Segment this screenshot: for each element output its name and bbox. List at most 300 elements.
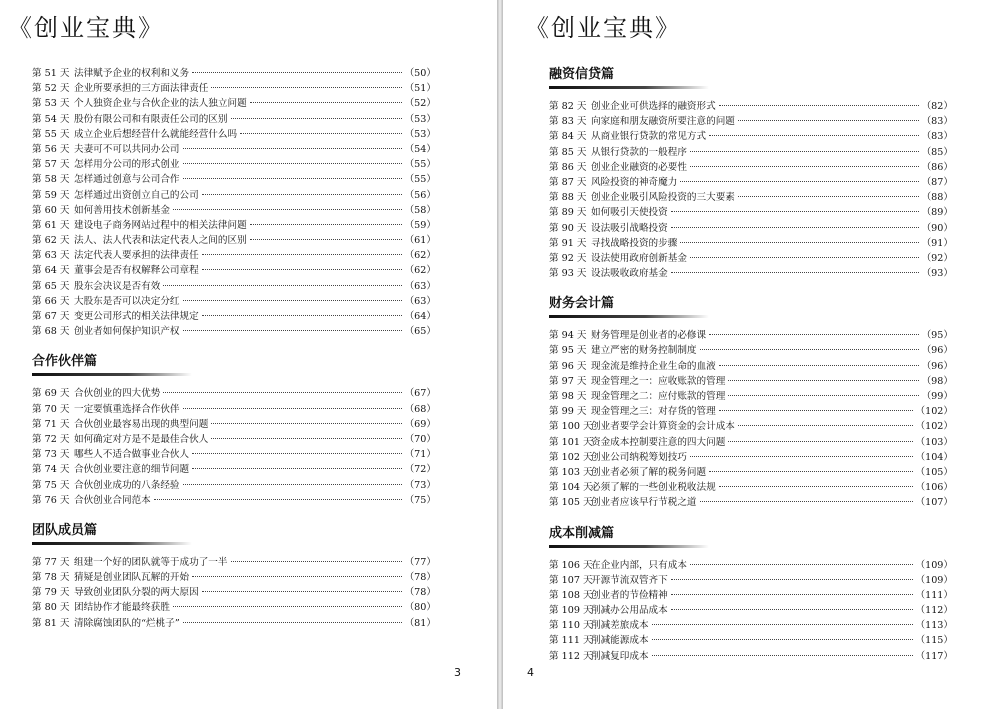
toc-entry (32, 432, 436, 447)
dot-leader (690, 166, 919, 167)
page-number: 3 (454, 666, 461, 679)
entry-title: 创业者如何保护知识产权 (74, 326, 180, 338)
entry-day: 第 63 天 (32, 250, 70, 262)
toc-entry (549, 603, 953, 618)
entry-title: 必须了解的一些创业税收法规 (591, 482, 716, 494)
toc-section (32, 66, 436, 339)
page-number: 4 (527, 666, 534, 679)
dot-leader (183, 484, 402, 485)
entry-title: 合伙创业成功的八条经验 (74, 479, 180, 491)
toc-entry (549, 99, 953, 114)
entry-page: （106） (915, 482, 953, 494)
dot-leader (709, 135, 918, 136)
entry-page: （117） (915, 650, 953, 662)
entry-page: （53） (404, 113, 436, 125)
entry-title: 股东会决议是否有效 (74, 280, 161, 292)
entry-page: （88） (921, 192, 953, 204)
toc-entry (549, 266, 953, 281)
dot-leader (211, 423, 401, 424)
entry-day: 第 110 天 (549, 620, 593, 632)
entry-day: 第 66 天 (32, 295, 70, 307)
entry-title: 削减能源成本 (591, 635, 649, 647)
entry-day: 第 65 天 (32, 280, 70, 292)
entry-page: （90） (921, 222, 953, 234)
section-heading: 团队成员篇 (32, 522, 98, 538)
dot-leader (240, 133, 402, 134)
toc-entry (32, 555, 436, 570)
dot-leader (728, 441, 912, 442)
toc-entry (549, 374, 953, 389)
section-heading: 财务会计篇 (549, 296, 615, 312)
dot-leader (211, 438, 401, 439)
toc-entry (549, 145, 953, 160)
dot-leader (192, 468, 401, 469)
entry-title: 从银行贷款的一般程序 (591, 146, 687, 158)
entry-page: （81） (404, 617, 436, 629)
section-rule (549, 86, 709, 89)
entry-title: 大股东是否可以决定分红 (74, 295, 180, 307)
entry-page: （96） (921, 345, 953, 357)
dot-leader (671, 594, 913, 595)
entry-title: 一定要慎重选择合作伙伴 (74, 403, 180, 415)
entry-title: 创业企业可供选择的融资形式 (591, 101, 716, 112)
dot-leader (183, 163, 402, 164)
entry-day: 第 98 天 (549, 391, 587, 402)
dot-leader (192, 72, 401, 73)
dot-leader (183, 330, 402, 331)
entry-page: （58） (404, 204, 436, 216)
dot-leader (671, 272, 919, 273)
dot-leader (700, 501, 913, 502)
entry-day: 第 82 天 (549, 101, 587, 112)
entry-day: 第 56 天 (32, 143, 70, 155)
entry-day: 第 91 天 (549, 237, 587, 249)
entry-day: 第 52 天 (32, 83, 70, 95)
toc-section (549, 66, 953, 281)
toc-entry (32, 386, 436, 401)
entry-page: （109） (915, 559, 953, 571)
entry-day: 第 99 天 (549, 406, 587, 418)
entry-title: 建设电子商务网站过程中的相关法律问题 (74, 219, 247, 231)
entry-page: （59） (404, 219, 436, 231)
book-title: 《创业宝典》 (525, 14, 681, 42)
dot-leader (680, 181, 918, 182)
entry-day: 第 71 天 (32, 418, 70, 430)
section-heading: 成本削减篇 (549, 525, 615, 541)
entry-day: 第 57 天 (32, 159, 70, 171)
table-of-contents (32, 66, 436, 645)
toc-entry (32, 157, 436, 172)
toc-entry (549, 618, 953, 633)
entry-day: 第 62 天 (32, 235, 70, 247)
dot-leader (192, 576, 401, 577)
dot-leader (250, 239, 402, 240)
toc-section (549, 295, 953, 510)
entry-title: 财务管理是创业者的必修课 (591, 330, 707, 342)
entry-title: 削减复印成本 (591, 650, 649, 662)
toc-entry (32, 402, 436, 417)
toc-entry (549, 175, 953, 190)
entry-title: 风险投资的神奇魔力 (591, 176, 678, 188)
entry-day: 第 74 天 (32, 464, 70, 476)
toc-entry (549, 419, 953, 434)
dot-leader (202, 315, 402, 316)
dot-leader (738, 120, 919, 121)
entry-title: 创业公司纳税筹划技巧 (591, 451, 687, 463)
entry-title: 法人、法人代表和法定代表人之间的区别 (74, 235, 247, 247)
dot-leader (652, 639, 913, 640)
dot-leader (690, 257, 919, 258)
entry-day: 第 51 天 (32, 68, 70, 79)
toc-entry (32, 96, 436, 111)
entry-title: 怎样通过创意与公司合作 (74, 174, 180, 186)
entry-page: （65） (404, 326, 436, 338)
entry-title: 法定代表人要承担的法律责任 (74, 250, 199, 262)
entry-page: （89） (921, 207, 953, 219)
dot-leader (690, 564, 913, 565)
dot-leader (250, 102, 402, 103)
dot-leader (652, 624, 913, 625)
dot-leader (202, 254, 402, 255)
dot-leader (728, 380, 918, 381)
toc-entry (32, 309, 436, 324)
entry-day: 第 70 天 (32, 403, 70, 415)
entry-day: 第 107 天 (549, 574, 593, 586)
entry-day: 第 88 天 (549, 192, 587, 204)
entry-day: 第 73 天 (32, 449, 70, 461)
entry-day: 第 103 天 (549, 466, 593, 478)
entry-day: 第 85 天 (549, 146, 587, 158)
dot-leader (719, 365, 919, 366)
entry-title: 创业者必须了解的税务问题 (591, 466, 707, 478)
dot-leader (671, 211, 919, 212)
entry-title: 削减差旅成本 (591, 620, 649, 632)
entry-page: （93） (921, 268, 953, 280)
entry-title: 创业者的节俭精神 (591, 589, 668, 601)
entry-page: （62） (404, 265, 436, 277)
entry-title: 如何吸引天使投资 (591, 207, 668, 219)
toc-entry (32, 172, 436, 187)
entry-day: 第 97 天 (549, 375, 587, 387)
entry-page: （112） (915, 605, 953, 617)
entry-title: 哪些人不适合做事业合伙人 (74, 449, 190, 461)
dot-leader (719, 486, 913, 487)
dot-leader (690, 456, 913, 457)
entry-title: 成立企业后想经营什么就能经营什么吗 (74, 128, 238, 140)
toc-entry (549, 633, 953, 648)
entry-title: 合伙创业合同范本 (74, 494, 151, 506)
entry-page: （80） (404, 602, 436, 614)
entry-page: （67） (404, 388, 436, 400)
toc-entry (32, 233, 436, 248)
toc-entry (32, 248, 436, 263)
dot-leader (671, 609, 913, 610)
entry-title: 从商业银行贷款的常见方式 (591, 131, 707, 143)
dot-leader (671, 579, 913, 580)
dot-leader (690, 151, 919, 152)
entry-title: 在企业内部，只有成本 (591, 559, 687, 571)
entry-title: 股份有限公司和有限责任公司的区别 (74, 113, 228, 125)
entry-page: （111） (915, 589, 953, 601)
entry-day: 第 79 天 (32, 587, 70, 599)
entry-day: 第 102 天 (549, 451, 593, 463)
entry-page: （63） (404, 280, 436, 292)
entry-day: 第 60 天 (32, 204, 70, 216)
toc-entry (32, 279, 436, 294)
toc-entry (549, 251, 953, 266)
dot-leader (183, 178, 402, 179)
entry-title: 个人独资企业与合伙企业的法人独立问题 (74, 98, 247, 110)
entry-day: 第 87 天 (549, 176, 587, 188)
entry-day: 第 80 天 (32, 602, 70, 614)
toc-entry (549, 495, 953, 510)
toc-entry (32, 570, 436, 585)
entry-title: 猜疑是创业团队瓦解的开始 (74, 572, 190, 584)
entry-title: 削减办公用品成本 (591, 605, 668, 617)
entry-title: 如何确定对方是不是最佳合伙人 (74, 433, 209, 445)
toc-entry (549, 190, 953, 205)
toc-entry (549, 359, 953, 374)
toc-section (549, 525, 953, 664)
toc-entry (32, 585, 436, 600)
entry-page: （92） (921, 252, 953, 264)
entry-title: 怎样通过出资创立自己的公司 (74, 189, 199, 201)
dot-leader (652, 655, 913, 656)
entry-page: （56） (404, 189, 436, 201)
entry-title: 组建一个好的团队就等于成功了一半 (74, 556, 228, 568)
toc-entry (549, 236, 953, 251)
entry-page: （54） (404, 143, 436, 155)
entry-day: 第 105 天 (549, 497, 593, 509)
entry-day: 第 55 天 (32, 128, 70, 140)
entry-day: 第 108 天 (549, 589, 593, 601)
dot-leader (250, 224, 402, 225)
toc-entry (32, 493, 436, 508)
entry-day: 第 100 天 (549, 421, 593, 433)
entry-title: 创业者应该早行节税之道 (591, 497, 697, 509)
entry-page: （99） (921, 391, 953, 402)
entry-page: （103） (915, 436, 953, 448)
dot-leader (709, 334, 918, 335)
entry-title: 寻找战略投资的步骤 (591, 237, 678, 249)
entry-title: 现金管理之二：应付账款的管理 (591, 391, 726, 402)
entry-page: （102） (915, 421, 953, 433)
toc-entry (549, 573, 953, 588)
entry-day: 第 75 天 (32, 479, 70, 491)
dot-leader (202, 194, 402, 195)
toc-entry (549, 480, 953, 495)
section-rule (32, 373, 192, 376)
entry-title: 设法使用政府创新基金 (591, 252, 687, 264)
entry-day: 第 112 天 (549, 650, 593, 662)
entry-title: 创业企业融资的必要性 (591, 161, 687, 173)
toc-entry (549, 129, 953, 144)
entry-day: 第 78 天 (32, 572, 70, 584)
entry-title: 法律赋予企业的权利和义务 (74, 68, 190, 79)
dot-leader (709, 471, 912, 472)
entry-page: （91） (921, 237, 953, 249)
entry-page: （55） (404, 159, 436, 171)
entry-title: 开源节流双管齐下 (591, 574, 668, 586)
entry-day: 第 59 天 (32, 189, 70, 201)
toc-entry (549, 450, 953, 465)
entry-page: （107） (915, 497, 953, 509)
entry-title: 现金管理之三：对存货的管理 (591, 406, 716, 418)
toc-entry (32, 81, 436, 96)
entry-day: 第 77 天 (32, 556, 70, 568)
entry-page: （52） (404, 98, 436, 110)
entry-day: 第 94 天 (549, 330, 587, 342)
entry-page: （70） (404, 433, 436, 445)
entry-day: 第 84 天 (549, 131, 587, 143)
toc-entry (32, 462, 436, 477)
section-rule (32, 542, 192, 545)
entry-page: （105） (915, 466, 953, 478)
entry-page: （68） (404, 403, 436, 415)
entry-title: 夫妻可不可以共同办公司 (74, 143, 180, 155)
entry-day: 第 86 天 (549, 161, 587, 173)
toc-entry (32, 112, 436, 127)
table-of-contents (549, 66, 953, 678)
dot-leader (211, 87, 401, 88)
entry-page: （78） (404, 572, 436, 584)
toc-entry (32, 478, 436, 493)
entry-page: （109） (915, 574, 953, 586)
entry-title: 现金流是维持企业生命的血液 (591, 360, 716, 372)
dot-leader (738, 196, 919, 197)
toc-entry (32, 203, 436, 218)
entry-page: （86） (921, 161, 953, 173)
entry-page: （73） (404, 479, 436, 491)
toc-entry (549, 649, 953, 664)
entry-page: （62） (404, 250, 436, 262)
book-title: 《创业宝典》 (8, 14, 164, 42)
toc-entry (32, 600, 436, 615)
entry-day: 第 67 天 (32, 311, 70, 322)
entry-page: （78） (404, 587, 436, 599)
toc-entry (32, 447, 436, 462)
toc-entry (549, 328, 953, 343)
dot-leader (231, 118, 402, 119)
entry-day: 第 58 天 (32, 174, 70, 186)
entry-day: 第 95 天 (549, 345, 587, 357)
entry-title: 如何善用技术创新基金 (74, 204, 170, 216)
entry-title: 董事会是否有权解释公司章程 (74, 265, 199, 277)
entry-page: （55） (404, 174, 436, 186)
entry-day: 第 106 天 (549, 559, 593, 571)
dot-leader (671, 227, 919, 228)
entry-page: （87） (921, 176, 953, 188)
entry-page: （75） (404, 494, 436, 506)
entry-page: （95） (921, 330, 953, 342)
toc-entry (32, 417, 436, 432)
entry-day: 第 68 天 (32, 326, 70, 338)
dot-leader (154, 499, 402, 500)
entry-day: 第 83 天 (549, 116, 587, 128)
entry-page: （82） (921, 101, 953, 112)
entry-title: 导致创业团队分裂的两大原因 (74, 587, 199, 599)
entry-title: 创业企业吸引风险投资的三大要素 (591, 192, 735, 204)
dot-leader (202, 591, 402, 592)
dot-leader (728, 395, 918, 396)
entry-title: 建立严密的财务控制制度 (591, 345, 697, 357)
dot-leader (719, 410, 913, 411)
entry-title: 合伙创业要注意的细节问题 (74, 464, 190, 476)
toc-entry (549, 404, 953, 419)
entry-title: 怎样用分公司的形式创业 (74, 159, 180, 171)
entry-page: （83） (921, 131, 953, 143)
dot-leader (738, 425, 913, 426)
section-rule (549, 545, 709, 548)
entry-page: （51） (404, 83, 436, 95)
entry-day: 第 96 天 (549, 360, 587, 372)
entry-title: 合伙创业的四大优势 (74, 388, 161, 400)
toc-entry (32, 218, 436, 233)
toc-entry (549, 389, 953, 404)
entry-day: 第 69 天 (32, 388, 70, 400)
entry-page: （115） (915, 635, 953, 647)
entry-title: 清除腐蚀团队的“烂桃子” (74, 617, 180, 629)
dot-leader (192, 453, 401, 454)
entry-day: 第 109 天 (549, 605, 593, 617)
dot-leader (700, 349, 919, 350)
entry-day: 第 93 天 (549, 268, 587, 280)
left-page (0, 0, 497, 709)
right-page (503, 0, 1000, 709)
toc-entry (549, 588, 953, 603)
toc-entry (549, 114, 953, 129)
section-heading: 融资信贷篇 (549, 67, 615, 82)
toc-entry (32, 324, 436, 339)
entry-page: （102） (915, 406, 953, 418)
toc-entry (549, 160, 953, 175)
entry-title: 资金成本控制要注意的四大问题 (591, 436, 726, 448)
dot-leader (231, 561, 402, 562)
toc-section (32, 353, 436, 508)
entry-page: （61） (404, 235, 436, 247)
entry-title: 变更公司形式的相关法律规定 (74, 311, 199, 322)
entry-title: 设法吸收政府基金 (591, 268, 668, 280)
entry-day: 第 54 天 (32, 113, 70, 125)
dot-leader (183, 300, 402, 301)
entry-day: 第 104 天 (549, 482, 593, 494)
dot-leader (163, 392, 401, 393)
entry-page: （83） (921, 116, 953, 128)
entry-title: 向家庭和朋友融资所要注意的问题 (591, 116, 735, 128)
toc-entry (32, 142, 436, 157)
dot-leader (719, 105, 919, 106)
entry-page: （96） (921, 360, 953, 372)
entry-title: 企业所要承担的三方面法律责任 (74, 83, 209, 95)
entry-day: 第 76 天 (32, 494, 70, 506)
entry-page: （77） (404, 556, 436, 568)
dot-leader (173, 209, 402, 210)
entry-page: （50） (404, 68, 436, 79)
toc-entry (549, 221, 953, 236)
entry-page: （63） (404, 295, 436, 307)
entry-day: 第 111 天 (549, 635, 593, 647)
dot-leader (183, 622, 402, 623)
entry-page: （104） (915, 451, 953, 463)
entry-day: 第 101 天 (549, 436, 593, 448)
entry-page: （64） (404, 311, 436, 322)
entry-title: 设法吸引战略投资 (591, 222, 668, 234)
toc-entry (32, 127, 436, 142)
entry-day: 第 64 天 (32, 265, 70, 277)
entry-page: （69） (404, 418, 436, 430)
toc-entry (32, 263, 436, 278)
entry-day: 第 81 天 (32, 617, 70, 629)
